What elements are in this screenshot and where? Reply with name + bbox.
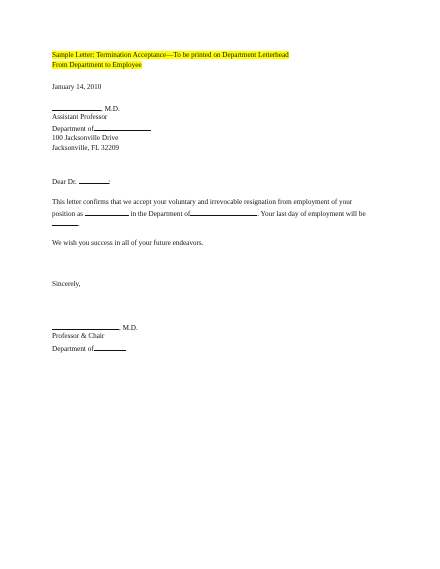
position-blank [85,209,129,216]
recipient-degree: , M.D. [101,105,120,113]
department-label: in the Department of [130,210,191,218]
signature-name-line [52,323,138,332]
body-paragraph-1-line-2 [52,209,366,218]
salutation-colon: : [108,178,111,186]
header-note-line-1 [52,52,289,59]
letter-date: January 14, 2010 [52,83,102,91]
body-paragraph-2: We wish you success in all of your future endeavors. [52,239,204,247]
signature-degree: , M.D. [119,324,138,332]
last-day-period: . [78,220,80,228]
salutation-prefix: Dear Dr. [52,178,77,186]
recipient-street: 100 Jacksonville Drive [52,134,119,142]
recipient-department-line [52,124,151,133]
closing: Sincerely, [52,280,81,288]
header-note-text-2: From Department to Employee [52,61,142,69]
signature-department-label: Department of [52,345,94,353]
recipient-name-line [52,104,120,113]
body-paragraph-1-line-1: This letter confirms that we accept your voluntary and irrevocable resignation from employment of your [52,198,353,206]
position-label: position as [52,210,83,218]
signature-title: Professor & Chair [52,332,105,340]
last-day-blank [52,219,78,226]
recipient-department-blank [94,124,151,131]
signature-department-line [52,344,126,353]
signature-name-blank [52,323,119,330]
department-blank [190,209,257,216]
signature-department-blank [94,344,126,351]
last-day-label: . Your last day of employment will be [257,210,366,218]
header-note-text-1: Sample Letter: Termination Acceptance—To be printed on Department Letterhead [52,51,289,59]
recipient-department-label: Department of [52,125,94,133]
salutation-name-blank [79,177,109,184]
salutation [52,177,111,186]
recipient-name-blank [52,104,101,111]
body-paragraph-1-line-3 [52,219,80,228]
header-note-line-2 [52,62,142,69]
recipient-title: Assistant Professor [52,113,108,121]
recipient-city: Jacksonville, FL 32209 [52,144,120,152]
